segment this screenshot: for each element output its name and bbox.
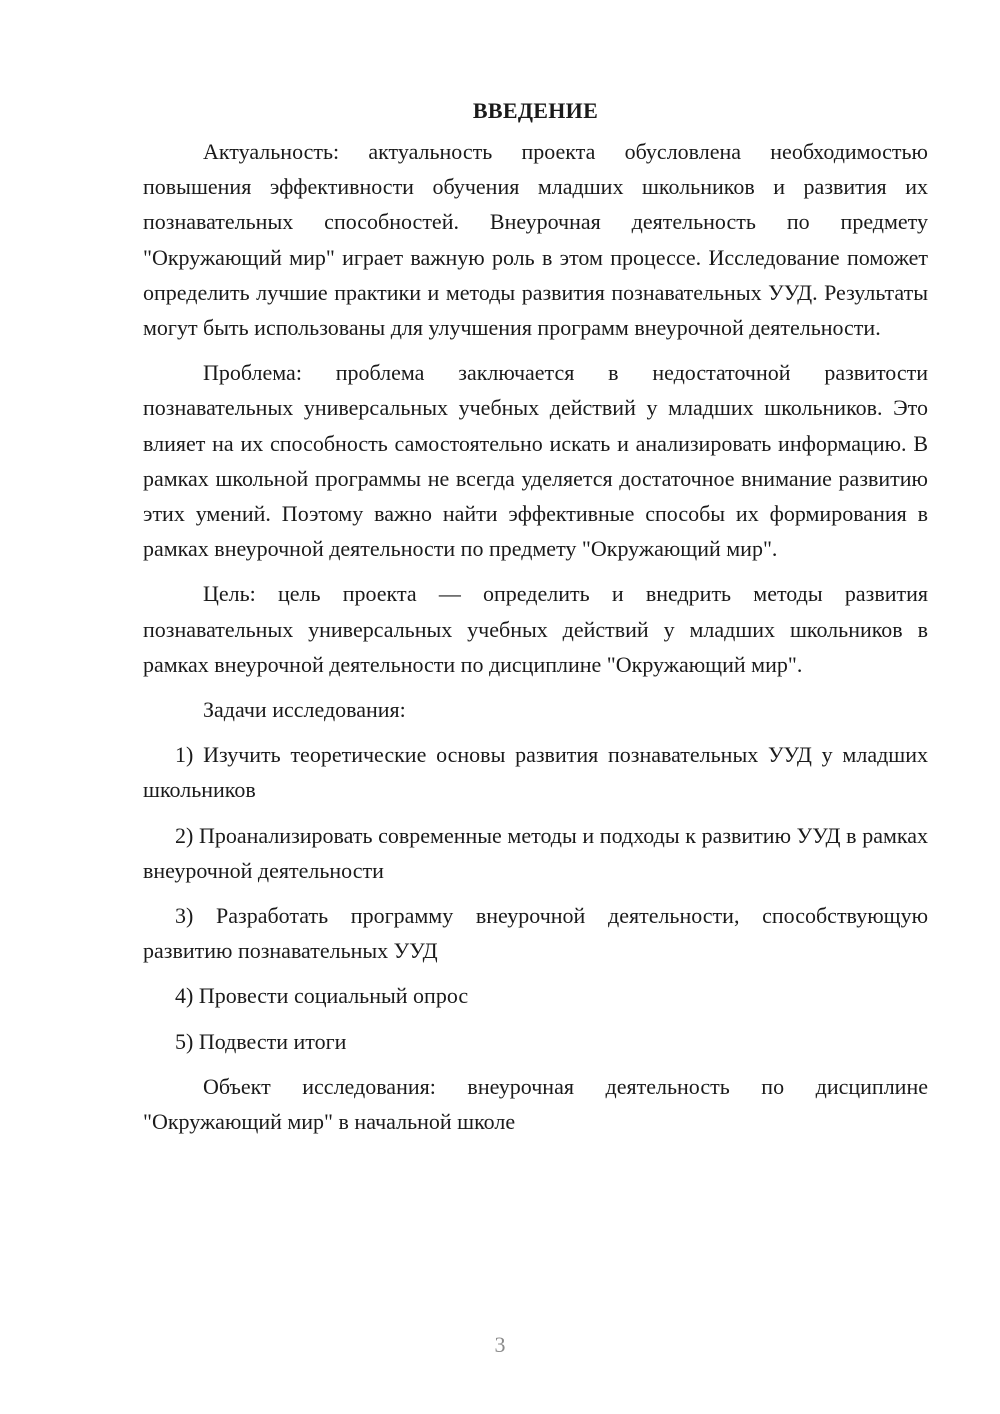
- section-heading: ВВЕДЕНИЕ: [472, 98, 599, 123]
- list-item: 5) Подвести итоги: [175, 1028, 347, 1054]
- problem-paragraph: Проблема: проблема заключается в недостаточной развитости познавательных универсальных учебных действий у младших школьников. Это влияет на их способность самостоятельно искать и анализировать информацию. В рамках школьной программы не всегда уделяется достаточное внимание развитию этих умений. Поэтому важно найти эффективные способы их формирования в рамках внеурочной деятельности по предмету "Окружающий мир".: [143, 360, 928, 562]
- page-number: 3: [494, 1332, 506, 1357]
- tasks-list: [143, 737, 928, 1059]
- list-item: 4) Провести социальный опрос: [175, 983, 469, 1009]
- list-item: 1) Изучить теоретические основы развития познавательных УУД у младших школьников: [143, 742, 928, 803]
- list-item: 2) Проанализировать современные методы и подходы к развитию УУД в рамках внеурочной деятельности: [143, 822, 928, 883]
- list-item: 3) Разработать программу внеурочной деятельности, способствующую развитию познавательных УУД: [143, 903, 928, 964]
- document-page: [143, 94, 928, 1149]
- object-paragraph: Объект исследования: внеурочная деятельность по дисциплине "Окружающий мир" в начальной школе: [143, 1073, 928, 1135]
- tasks-title: Задачи исследования:: [203, 697, 406, 723]
- goal-paragraph: Цель: цель проекта — определить и внедрить методы развития познавательных универсальных учебных действий у младших школьников в рамках внеурочной деятельности по дисциплине "Окружающий мир".: [143, 581, 928, 677]
- relevance-paragraph: Актуальность: актуальность проекта обусловлена необходимостью повышения эффективности обучения младших школьников и развития их познавательных способностей. Внеурочная деятельность по предмету "Окружающий мир" играет важную роль в этом процессе. Исследование поможет определить лучшие практики и методы развития познавательных УУД. Результаты могут быть использованы для улучшения программ внеурочной деятельности.: [143, 139, 928, 341]
